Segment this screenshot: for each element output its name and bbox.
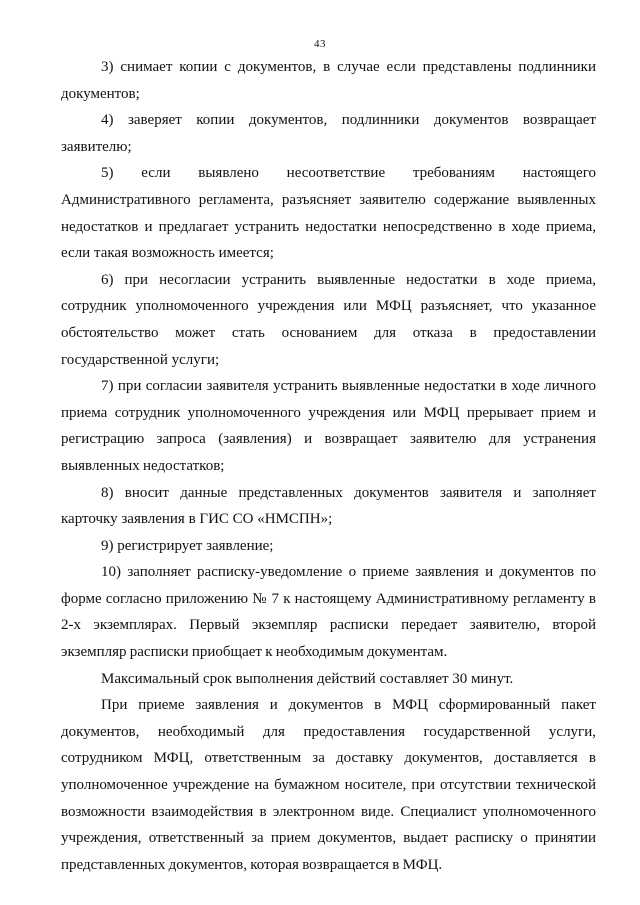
paragraph-item-4: 4) заверяет копии документов, подлинники документов возвращает заявителю; bbox=[61, 112, 596, 155]
paragraph-item-7: 7) при согласии заявителя устранить выявленные недостатки в ходе личного приема сотрудник уполномоченного учреждения или МФЦ прерывает прием и регистрацию запроса (заявления) и возвращает заявителю для устранения выявленных недостатков; bbox=[61, 378, 596, 474]
paragraph-item-8: 8) вносит данные представленных документов заявителя и заполняет карточку заявления в ГИС СО «НМСПН»; bbox=[61, 484, 596, 528]
document-body bbox=[61, 54, 596, 878]
paragraph-item-5: 5) если выявлено несоответствие требованиям настоящего Административного регламента, разъясняет заявителю содержание выявленных недостатков и предлагает устранить недостатки непосредственно в ходе приема, если такая возможность имеется; bbox=[61, 165, 596, 262]
paragraph-item-6: 6) при несогласии устранить выявленные недостатки в ходе приема, сотрудник уполномоченного учреждения или МФЦ разъясняет, что указанное обстоятельство может стать основанием для отказа в предоставлении государственной услуги; bbox=[61, 271, 596, 368]
paragraph-item-10: 10) заполняет расписку-уведомление о приеме заявления и документов по форме согласно приложению № 7 к настоящему Административному регламенту в 2-х экземплярах. Первый экземпляр расписки передает заявителю, второй экземпляр расписки приобщает к необходимым документам. bbox=[61, 564, 596, 661]
page-number: 43 bbox=[314, 38, 326, 50]
paragraph-item-3: 3) снимает копии с документов, в случае если представлены подлинники документов; bbox=[61, 59, 596, 102]
paragraph-item-9: 9) регистрирует заявление; bbox=[101, 537, 274, 554]
paragraph-max-time: Максимальный срок выполнения действий составляет 30 минут. bbox=[101, 670, 514, 687]
paragraph-mfc-procedure: При приеме заявления и документов в МФЦ сформированный пакет документов, необходимый для предоставления государственной услуги, сотрудником МФЦ, ответственным за доставку документов, доставляется в уполномоченное учреждение на бумажном носителе, при отсутствии технической возможности взаимодействия в электронном виде. Специалист уполномоченного учреждения, ответственный за прием документов, выдает расписку о принятии представленных документов, которая возвращается в МФЦ. bbox=[61, 697, 596, 873]
